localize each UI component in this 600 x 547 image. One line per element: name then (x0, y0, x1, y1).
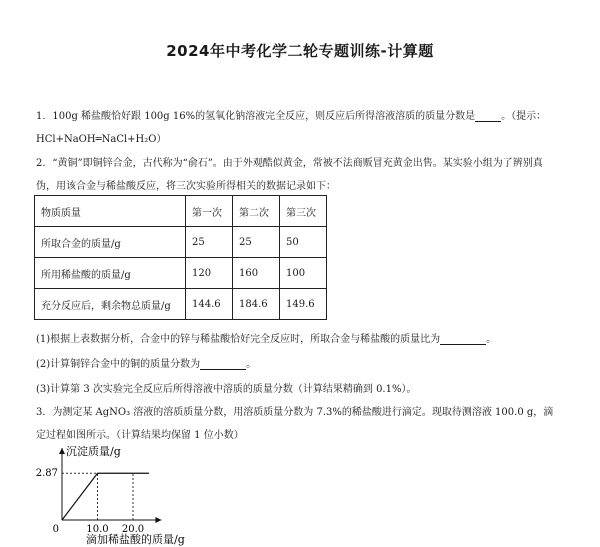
q2-sub1 (36, 330, 496, 345)
q2-data-table (34, 195, 327, 320)
table-cell: 144.6 (186, 289, 233, 320)
q1-line2: HCl+NaOH═NaCl+H₂O） (36, 134, 167, 145)
q2-sub3: (3)计算第 3 次实验完全反应后所得溶液中溶质的质量分数（计算结果精确到 0.1%）。 (36, 384, 417, 395)
q2-sub1-text-a: (1)根据上表数据分析，合金中的锌与稀盐酸恰好完全反应时，所取合金与稀盐酸的质量比为 (36, 334, 441, 345)
y-axis-arrow-icon (59, 448, 65, 454)
q2-sub2 (36, 355, 256, 370)
table-header-row (35, 196, 327, 227)
table-row (35, 227, 327, 258)
q3-titration-graph (30, 438, 230, 547)
table-cell: 25 (233, 227, 280, 258)
y-axis-label: 沉淀质量/g (66, 445, 121, 458)
table-cell: 50 (280, 227, 327, 258)
q2-sub1-text-b: 。 (486, 334, 497, 345)
table-header-cell: 物质质量 (35, 196, 186, 227)
table-cell: 100 (280, 258, 327, 289)
q3-line1: 3．为测定某 AgNO₃ 溶液的溶质质量分数，用溶质质量分数为 7.3%的稀盐酸进行滴定。现取待测溶液 100.0 g，滴 (36, 407, 554, 418)
q2-sub1-answer-blank[interactable] (440, 334, 486, 345)
x-axis-label: 滴加稀盐酸的质量/g (86, 533, 185, 546)
precipitate-series-line (62, 473, 149, 520)
table-header-cell: 第一次 (186, 196, 233, 227)
q1-line1 (36, 107, 546, 122)
table-cell: 120 (186, 258, 233, 289)
q2-line2: 伪，用该合金与稀盐酸反应，将三次实验所得相关的数据记录如下： (36, 181, 336, 192)
table-cell: 25 (186, 227, 233, 258)
x-tick-label: 20.0 (121, 524, 145, 535)
origin-label: 0 (52, 524, 59, 535)
table-header-cell: 第二次 (233, 196, 280, 227)
table-cell: 充分反应后，剩余物总质量/g (35, 289, 186, 320)
q2-sub2-answer-blank[interactable] (200, 359, 246, 370)
table-cell: 160 (233, 258, 280, 289)
x-tick-label: 10.0 (86, 524, 109, 535)
table-cell: 149.6 (280, 289, 327, 320)
page-title: 2024年中考化学二轮专题训练-计算题 (166, 42, 434, 60)
x-axis-arrow-icon (155, 517, 161, 523)
table-header-cell: 第三次 (280, 196, 327, 227)
q2-sub2-text-a: (2)计算铜锌合金中的铜的质量分数为 (36, 359, 201, 370)
q2-line1: 2．“黄铜”即铜锌合金，古代称为“俞石”。由于外观酷似黄金，常被不法商贩冒充黄金出售。某实验小组为了辨别真 (36, 158, 543, 169)
y-tick-label: 2.87 (35, 468, 58, 480)
q3-line2: 定过程如图所示。（计算结果均保留 1 位小数） (36, 430, 244, 441)
table-row (35, 258, 327, 289)
q1-text-b: 。（提示： (501, 111, 547, 122)
table-cell: 所用稀盐酸的质量/g (35, 258, 186, 289)
q1-answer-blank[interactable] (475, 111, 501, 122)
table-cell: 184.6 (233, 289, 280, 320)
table-cell: 所取合金的质量/g (35, 227, 186, 258)
table-row (35, 289, 327, 320)
q2-sub2-text-b: 。 (246, 359, 257, 370)
q1-text-a: 1．100g 稀盐酸恰好跟 100g 16%的氢氧化钠溶液完全反应，则反应后所得溶液溶质的质量分数是 (36, 111, 476, 122)
